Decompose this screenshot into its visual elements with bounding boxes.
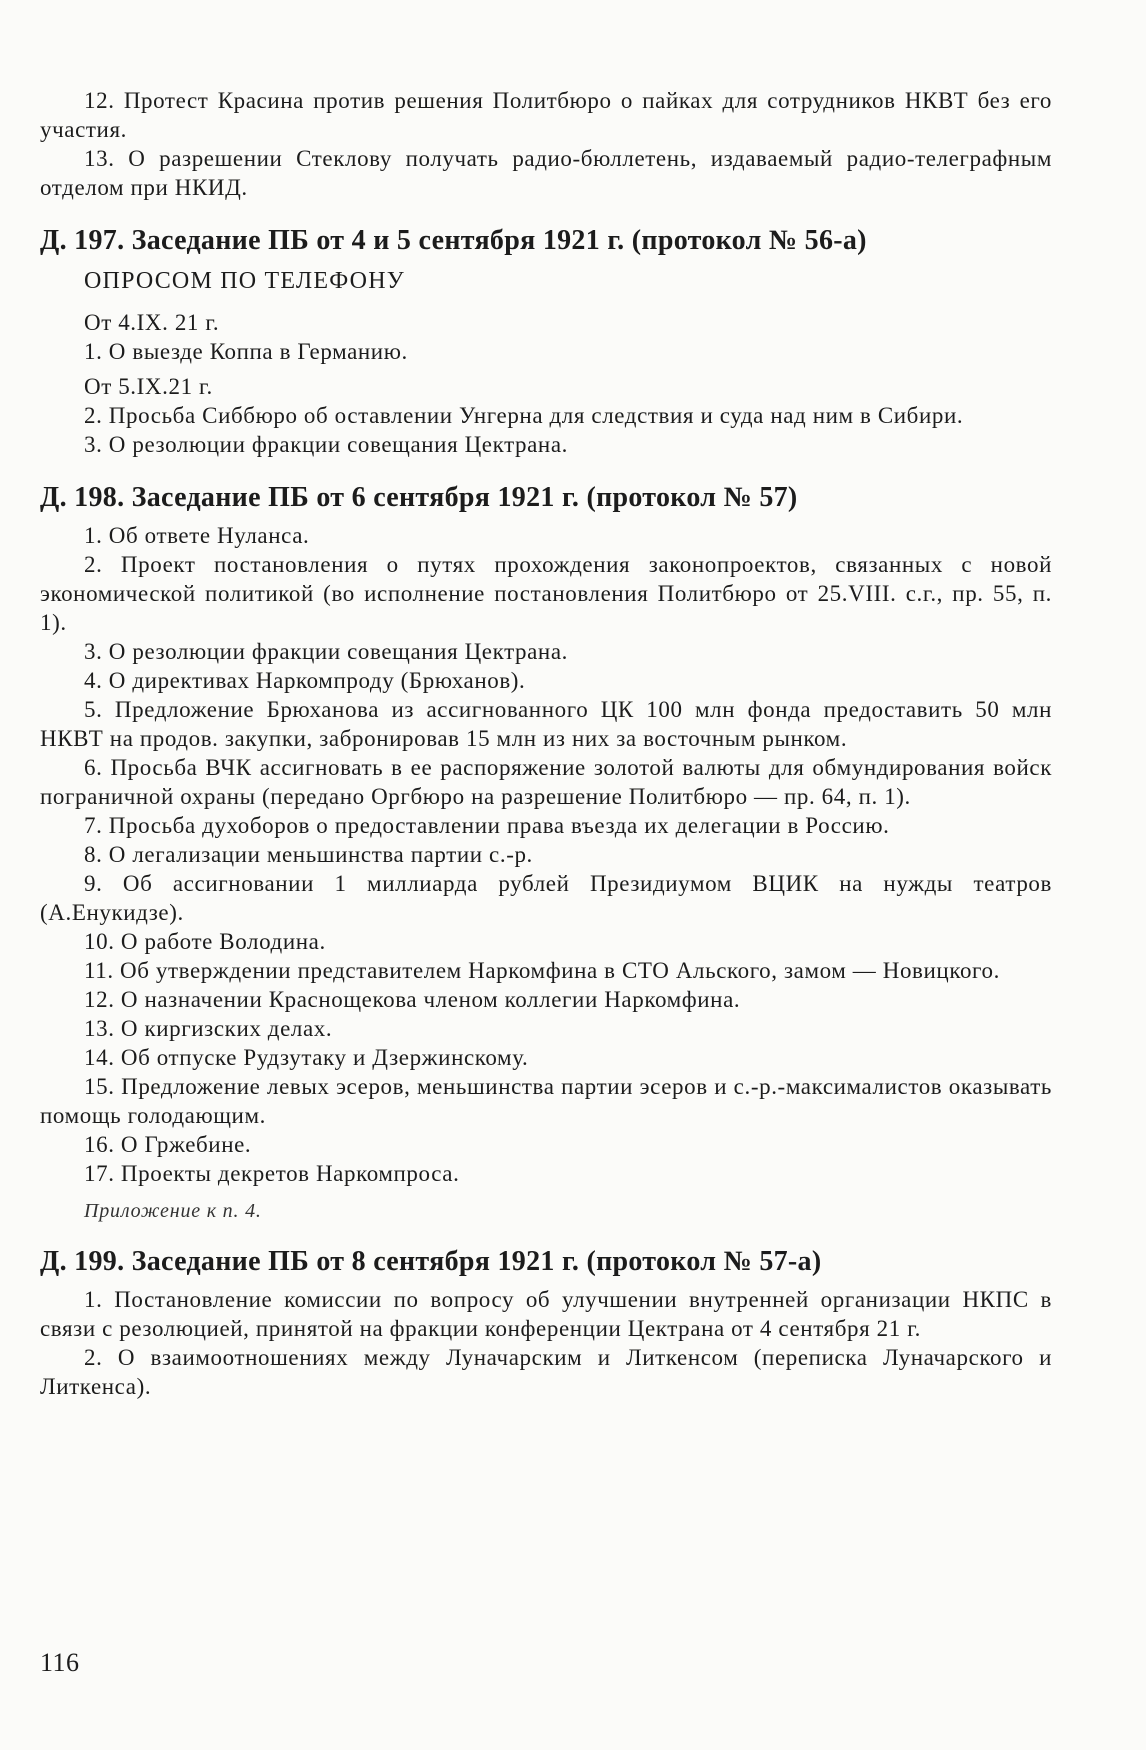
list-item: 11. Об утверждении представителем Наркомфина в СТО Альского, замом — Новицкого. <box>84 958 1000 983</box>
list-item: 13. О киргизских делах. <box>84 1016 333 1041</box>
list-item: 3. О резолюции фракции совещания Цектрана. <box>84 639 568 664</box>
list-item: 15. Предложение левых эсеров, меньшинства партии эсеров и с.-р.-максималистов оказывать помощь голодающим. <box>40 1074 1052 1128</box>
list-item: 13. О разрешении Стеклову получать радио-бюллетень, издаваемый радио-телеграфным отделом при НКИД. <box>40 146 1052 200</box>
list-item: 12. Протест Красина против решения Политбюро о пайках для сотрудников НКВТ без его участия. <box>40 88 1052 142</box>
list-item: 1. Об ответе Нуланса. <box>84 523 310 548</box>
section-heading-d199: Д. 199. Заседание ПБ от 8 сентября 1921 г. (протокол № 57-а) <box>40 1246 822 1277</box>
list-item: 6. Просьба ВЧК ассигновать в ее распоряжение золотой валюты для обмундирования войск пограничной охраны (передано Оргбюро на разрешение Политбюро — пр. 64, п. 1). <box>40 755 1052 809</box>
list-item: 2. О взаимоотношениях между Луначарским и Литкенсом (переписка Луначарского и Литкенса). <box>40 1345 1052 1399</box>
page-number: 116 <box>40 1648 80 1677</box>
list-item: 1. О выезде Коппа в Германию. <box>84 339 408 364</box>
list-item: 9. Об ассигновании 1 миллиарда рублей Президиумом ВЦИК на нужды театров (А.Енукидзе). <box>40 871 1052 925</box>
text-column <box>40 86 1052 1401</box>
list-item: 3. О резолюции фракции совещания Цектрана. <box>84 432 568 457</box>
date-line: От 5.IX.21 г. <box>84 374 213 399</box>
list-item: 10. О работе Володина. <box>84 929 326 954</box>
section-heading-d197: Д. 197. Заседание ПБ от 4 и 5 сентября 1921 г. (протокол № 56-а) <box>40 225 867 256</box>
section-heading-d198: Д. 198. Заседание ПБ от 6 сентября 1921 г. (протокол № 57) <box>40 482 798 513</box>
list-item: 8. О легализации меньшинства партии с.-р. <box>84 842 533 867</box>
list-item: 16. О Гржебине. <box>84 1132 252 1157</box>
list-item: 14. Об отпуске Рудзутаку и Дзержинскому. <box>84 1045 529 1070</box>
list-item: 2. Просьба Сиббюро об оставлении Унгерна для следствия и суда над ним в Сибири. <box>84 403 964 428</box>
list-item: 5. Предложение Брюханова из ассигнованного ЦК 100 млн фонда предоставить 50 млн НКВТ на продов. закупки, забронировав 15 млн из них за восточным рынком. <box>40 697 1052 751</box>
list-item: 1. Постановление комиссии по вопросу об улучшении внутренней организации НКПС в связи с резолюцией, принятой на фракции конференции Цектрана от 4 сентября 21 г. <box>40 1287 1052 1341</box>
list-item: 2. Проект постановления о путях прохождения законопроектов, связанных с новой экономической политикой (во исполнение постановления Политбюро от 25.VIII. с.г., пр. 55, п. 1). <box>40 552 1052 635</box>
appendix-note: Приложение к п. 4. <box>84 1200 262 1222</box>
list-item: 4. О директивах Наркомпроду (Брюханов). <box>84 668 526 693</box>
list-item: 7. Просьба духоборов о предоставлении права въезда их делегации в Россию. <box>84 813 890 838</box>
section-subheading: ОПРОСОМ ПО ТЕЛЕФОНУ <box>84 268 405 294</box>
list-item: 17. Проекты декретов Наркомпроса. <box>84 1161 460 1186</box>
list-item: 12. О назначении Краснощекова членом коллегии Наркомфина. <box>84 987 741 1012</box>
date-line: От 4.IX. 21 г. <box>84 310 220 335</box>
